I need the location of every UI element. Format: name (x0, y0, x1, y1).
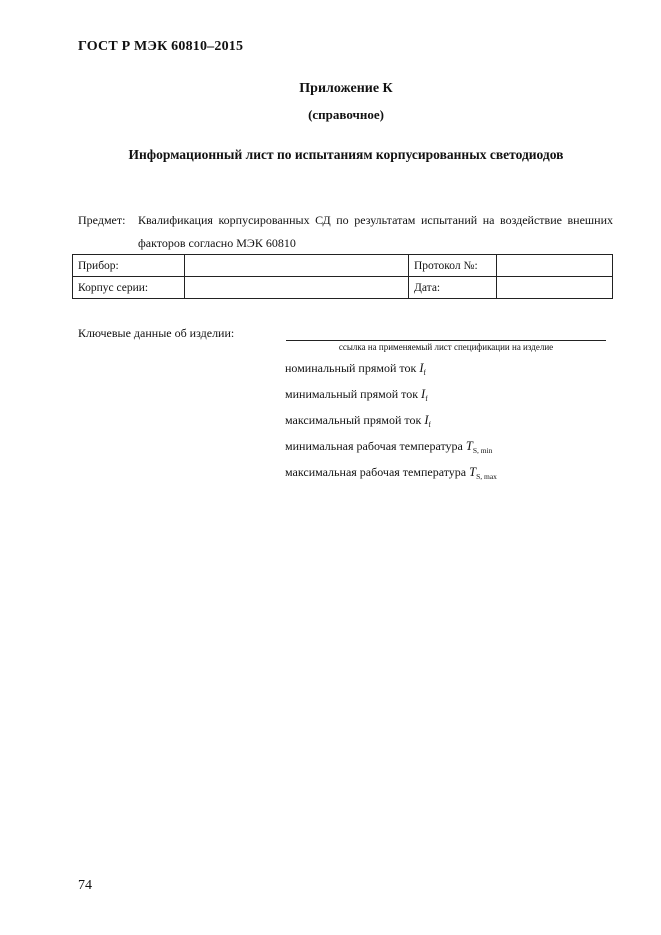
param-symbol: I (424, 413, 429, 427)
device-value[interactable] (185, 255, 409, 277)
param-text: максимальная рабочая температура (285, 465, 467, 479)
page-number: 74 (78, 878, 92, 893)
param-subscript: S, min (472, 446, 493, 455)
document-heading: Информационный лист по испытаниям корпусированных светодиодов (128, 147, 564, 162)
param-min-operating-temperature (285, 439, 492, 455)
param-max-forward-current (285, 413, 431, 429)
reference-line (286, 340, 606, 341)
param-subscript: f (423, 368, 426, 377)
param-subscript: S, max (476, 472, 497, 481)
param-text: максимальный прямой ток (285, 413, 422, 427)
param-symbol: T (469, 465, 477, 479)
param-nominal-forward-current (285, 361, 426, 377)
protocol-label: Протокол №: (409, 255, 497, 277)
subject-text: Квалификация корпусированных СД по результатам испытаний на воздействие внешних факторов согласно МЭК 60810 (138, 213, 613, 250)
table-row (73, 277, 613, 299)
param-symbol: I (421, 387, 426, 401)
date-label: Дата: (409, 277, 497, 299)
param-symbol: T (465, 439, 473, 453)
annex-title: Приложение К (299, 81, 393, 96)
param-text: минимальный прямой ток (285, 387, 419, 401)
standard-header: ГОСТ Р МЭК 60810–2015 (78, 39, 244, 54)
date-value[interactable] (497, 277, 613, 299)
param-text: минимальная рабочая температура (285, 439, 463, 453)
subject-block (78, 209, 613, 255)
subject-label: Предмет: (78, 213, 126, 227)
param-text: номинальный прямой ток (285, 361, 417, 375)
param-subscript: f (428, 420, 431, 429)
package-series-label: Корпус серии: (73, 277, 185, 299)
param-subscript: f (425, 394, 428, 403)
param-max-operating-temperature (285, 465, 497, 481)
key-data-label: Ключевые данные об изделии: (78, 326, 235, 340)
param-symbol: I (419, 361, 424, 375)
annex-subtitle: (справочное) (308, 107, 384, 122)
param-min-forward-current (285, 387, 428, 403)
protocol-value[interactable] (497, 255, 613, 277)
table-row (73, 255, 613, 277)
device-label: Прибор: (73, 255, 185, 277)
reference-caption: ссылка на применяемый лист спецификации на изделие (338, 342, 554, 352)
info-table (72, 254, 613, 299)
package-series-value[interactable] (185, 277, 409, 299)
